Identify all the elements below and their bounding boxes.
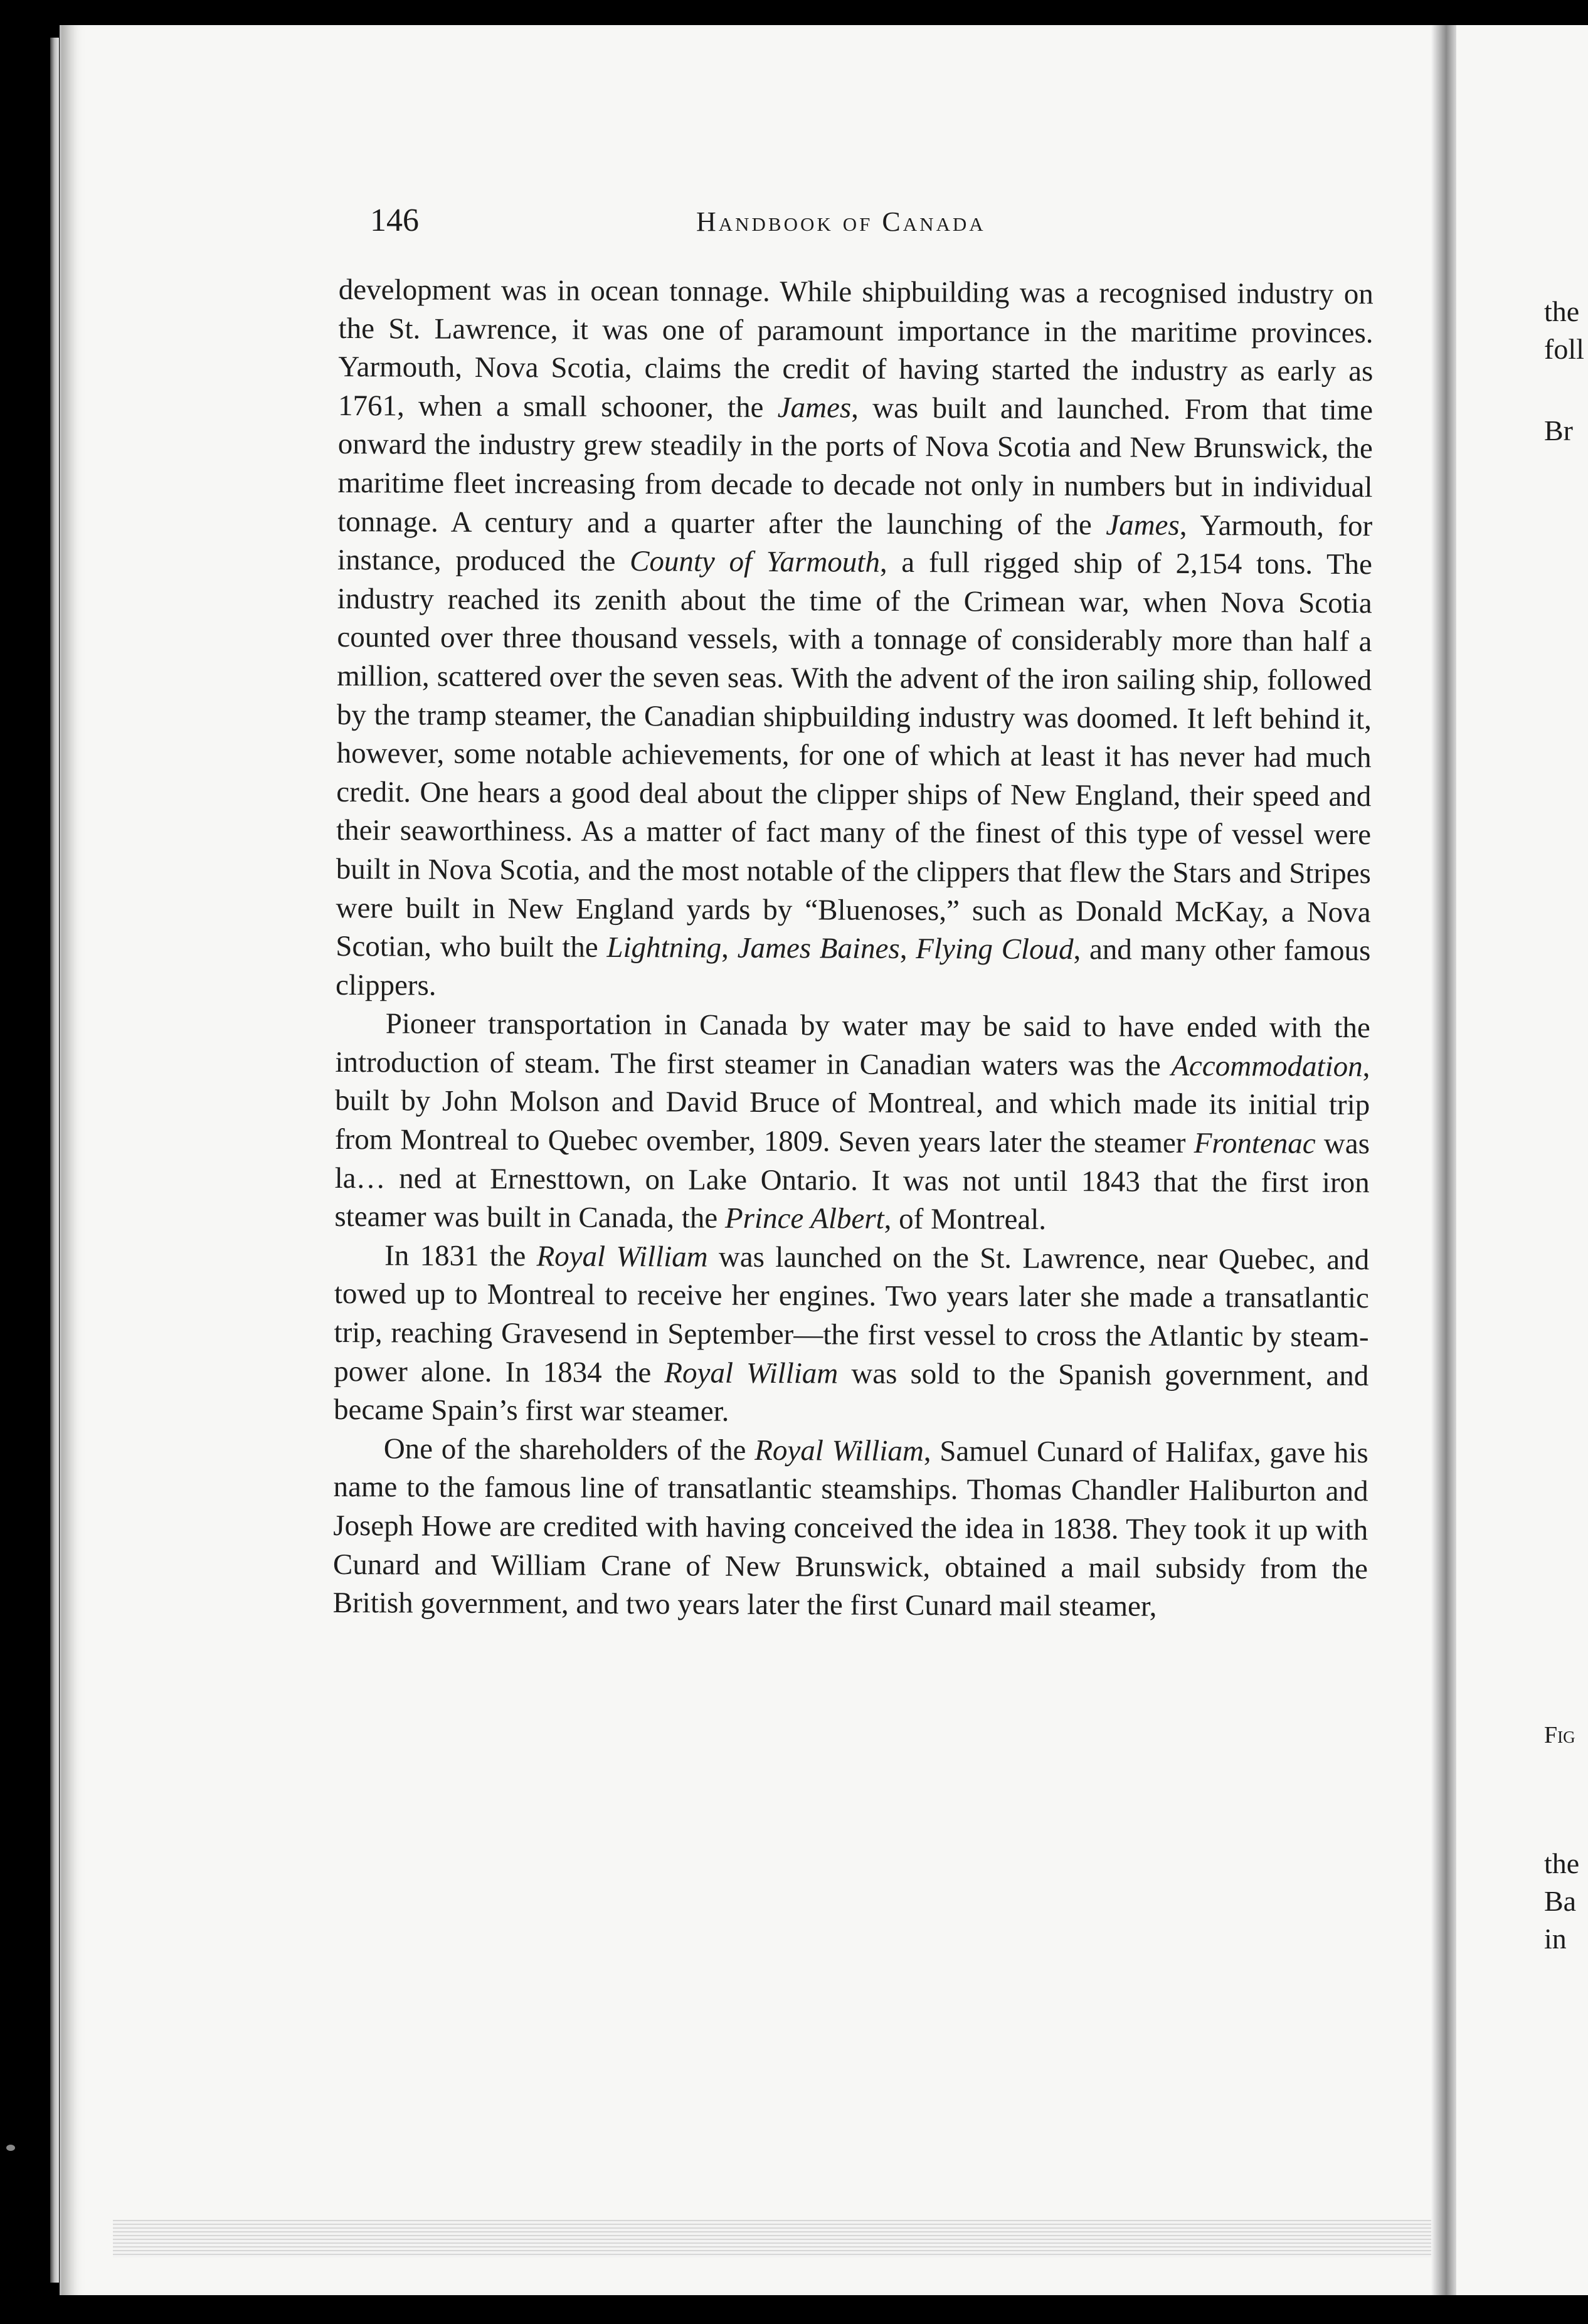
page-number: 146 xyxy=(370,203,419,238)
italic-ship-name: Royal William xyxy=(754,1434,924,1467)
scan-speck xyxy=(6,2145,15,2151)
text-run: , Samuel Cunard of Halifax, gave his name to the famous line of transatlantic steamships. Thomas Chandler Haliburton and Joseph Howe are credited with having conceived the idea in 1838. They took it up with Cunard and William Crane of New Brunswick, obtained a mail subsidy from the British government, and two years later the first Cunard mail steamer, xyxy=(332,1434,1368,1623)
facing-page-fragment: the xyxy=(1544,1847,1580,1879)
facing-page xyxy=(1456,25,1588,2295)
italic-ship-name: County of Yarmouth xyxy=(629,545,881,579)
italic-ship-name: Frontenac xyxy=(1194,1127,1316,1160)
italic-ship-name: Lightning xyxy=(606,931,722,964)
facing-page-fragment: foll xyxy=(1544,333,1584,365)
text-run: was launched on the St. Lawrence, near Quebec, and towed up to Montreal to receive her engines. Two years later she made a transatlantic trip, reaching Gravesend in September—the first vessel to cross the Atlantic by steam-power alone. In 1834 the xyxy=(334,1240,1370,1389)
text-run: , built by John Molson and David Bruce of Montreal, and which made its initial trip from Montreal to Quebec ovember, 1809. Seven years later the steamer xyxy=(334,1050,1370,1160)
italic-ship-name: Accommodation xyxy=(1171,1049,1363,1084)
text-run: , of Montreal. xyxy=(884,1203,1047,1237)
text-run: was la… ned at Ernesttown, on Lake Ontario. It was not until 1843 that the first iron steamer was built in Canada, the xyxy=(334,1127,1370,1235)
paragraph xyxy=(334,1237,1369,1434)
page-header xyxy=(370,202,1374,246)
facing-page-fragment: Br xyxy=(1544,415,1573,446)
text-run: , xyxy=(721,931,738,964)
text-run: , a full rigged ship of 2,154 tons. The industry reached its zenith about the time of the Crimean war, when Nova Scotia counted over three thousand vessels, with a tonnage of considerably more than half a million, scattered over the seven seas. With the advent of the iron sailing ship, followed by the tramp steamer, the Canadian shipbuilding industry was doomed. It left behind it, however, some notable achievements, for one of which at least it has never had much credit. One hears a good deal about the clipper ships of New England, their speed and their seaworthiness. As a matter of fact many of the finest of this type of vessel were built in Nova Scotia, and the most notable of the clippers that flew the Stars and Stripes were built in New England yards by “Bluenoses,” such as Donald McKay, a Nova Scotian, who built the xyxy=(336,546,1373,964)
facing-page-fragment: in xyxy=(1544,1923,1567,1955)
text-run: development was in ocean tonnage. While shipbuilding was a recognised industry on the St. Lawrence, it was one of paramount importance in the maritime provinces. Yarmouth, Nova Scotia, claims the credit of having started the industry as early as 1761, when a small schooner, the xyxy=(337,273,1374,424)
text-run: Pioneer transportation in Canada by water may be said to have ended with the introduction of steam. The first steamer in Canadian waters was the xyxy=(335,1007,1370,1082)
italic-ship-name: Royal William xyxy=(664,1356,839,1390)
text-run: , and many other famous clippers. xyxy=(335,933,1371,1002)
italic-ship-name: James Baines xyxy=(737,931,900,966)
paragraph xyxy=(334,1005,1370,1241)
italic-ship-name: Flying Cloud xyxy=(916,932,1074,966)
italic-ship-name: Royal William xyxy=(536,1240,708,1274)
text-run: One of the shareholders of the xyxy=(383,1432,755,1467)
text-run: , was built and launched. From that time onward the industry grew steadily in the ports of Nova Scotia and New Brunswick, the maritime fleet increasing from decade to decade not only in numbers but in individual tonnage. A century and a quarter after the launching of the xyxy=(337,391,1374,541)
italic-ship-name: Prince Albert xyxy=(724,1202,884,1236)
facing-page-fragment: Ba xyxy=(1544,1885,1577,1917)
page-stack-edge xyxy=(50,38,59,2283)
paragraph xyxy=(333,1430,1368,1627)
italic-ship-name: James xyxy=(777,391,852,425)
italic-ship-name: James xyxy=(1106,508,1180,542)
text-run: , Yarmouth, for instance, produced the xyxy=(337,509,1373,578)
book-gutter xyxy=(1431,25,1456,2295)
body-text xyxy=(333,271,1374,1627)
page-stack-bottom-edges xyxy=(113,2220,1442,2258)
paragraph xyxy=(336,271,1374,1009)
text-run: In 1831 the xyxy=(384,1239,537,1273)
facing-page-fragment: Fig xyxy=(1544,1722,1575,1748)
running-head: Handbook of Canada xyxy=(696,206,986,237)
text-run: was sold to the Spanish government, and became Spain’s first war steamer. xyxy=(333,1357,1369,1428)
text-run: , xyxy=(899,932,916,966)
facing-page-fragment: the xyxy=(1544,295,1580,327)
